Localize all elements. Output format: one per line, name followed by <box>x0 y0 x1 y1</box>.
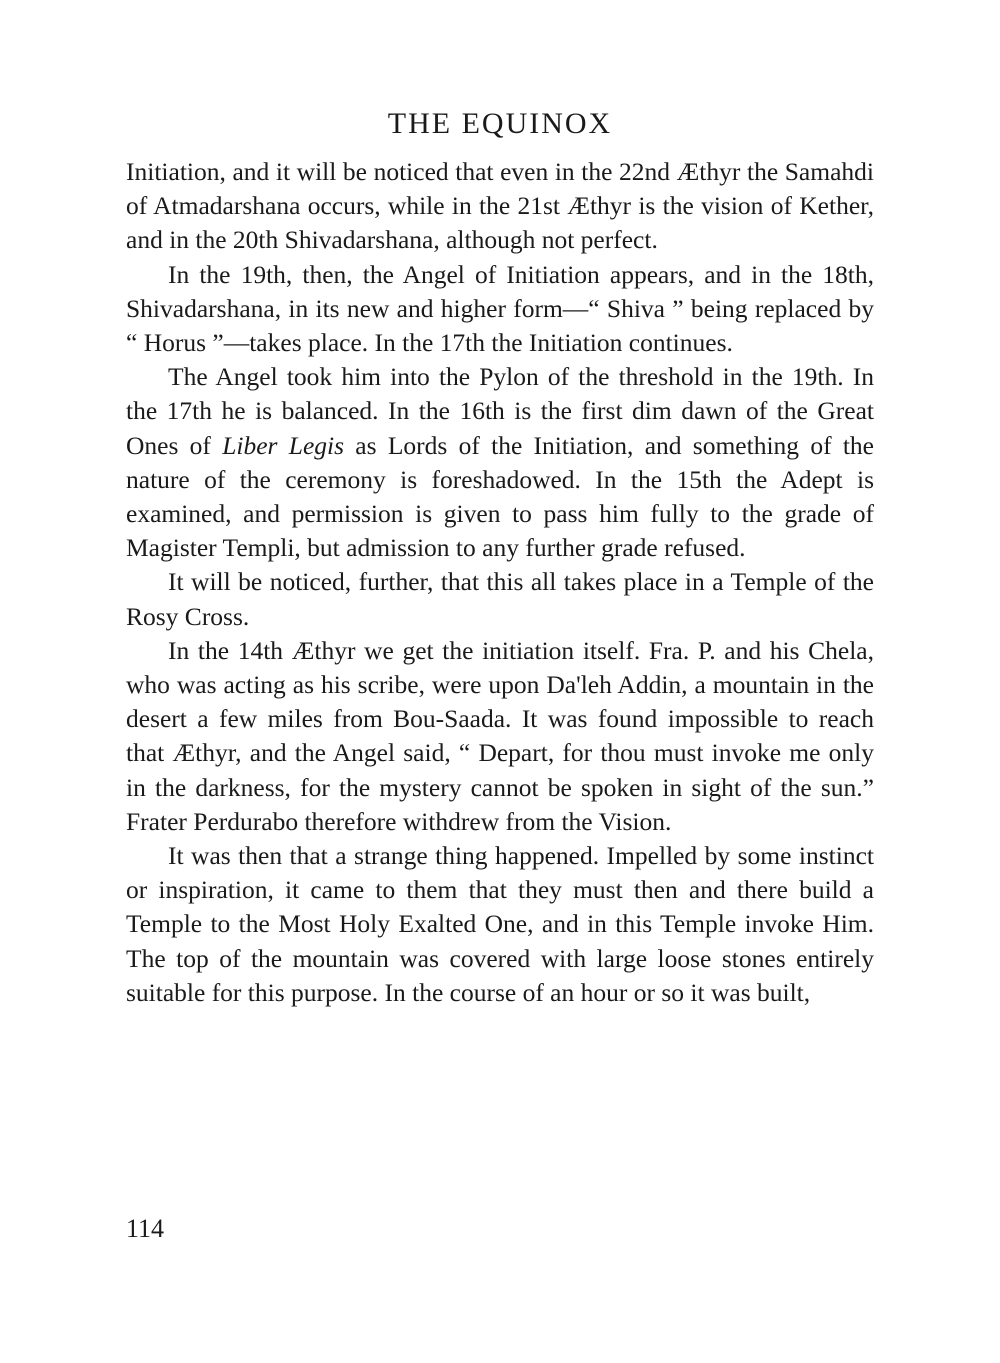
paragraph-4: It will be noticed, further, that this all takes place in a Temple of the Rosy Cross. <box>126 567 874 631</box>
paragraph-2: In the 19th, then, the Angel of Initiation appears, and in the 18th, Shivadarshana, in its new and higher form—“ Shiva ” being replaced by “ Horus ”—takes place. In the 17th the Initiation continues. <box>126 259 874 358</box>
paragraph-3-text-before: The Angel took him into the Pylon of the threshold in the 19th. In the 17th he is balanced. In the 16th is the first dim dawn of the Great Ones of <box>126 362 874 460</box>
paragraph-1: Initiation, and it will be noticed that even in the 22nd Æthyr the Samahdi of Atmadarshana occurs, while in the 21st Æthyr is the vision of Kether, and in the 20th Shivadarshana, although not perfect. <box>126 157 874 255</box>
italic-legis: Legis <box>288 430 345 460</box>
paragraph-6: It was then that a strange thing happened. Impelled by some instinct or inspiration, it came to them that they must then and there build a Temple to the Most Holy Exalted One, and in this Temple invoke Him. The top of the mountain was covered with large loose stones entirely suitable for this purpose. In the course of an hour or so it was built, <box>126 841 874 1007</box>
running-head: THE EQUINOX <box>387 107 613 140</box>
page-number: 114 <box>126 1214 165 1243</box>
italic-liber: Liber <box>222 430 278 460</box>
body-text <box>126 155 874 1010</box>
paragraph-3-space <box>277 431 288 460</box>
paragraph-3-text-after: as Lords of the Initiation, and something of the nature of the ceremony is foreshadowed. In the 15th the Adept is examined, and permission is given to pass him fully to the grade of Magister Templi, but admission to any further grade refused. <box>126 430 874 563</box>
paragraph-3 <box>126 360 874 565</box>
paragraph-5: In the 14th Æthyr we get the initiation itself. Fra. P. and his Chela, who was acting as his scribe, were upon Da'leh Addin, a mountain in the desert a few miles from Bou-Saada. It was found impossible to reach that Æthyr, and the Angel said, “ Depart, for thou must invoke me only in the darkness, for the mystery cannot be spoken in sight of the sun.” Frater Perdurabo therefore withdrew from the Vision. <box>126 635 874 836</box>
